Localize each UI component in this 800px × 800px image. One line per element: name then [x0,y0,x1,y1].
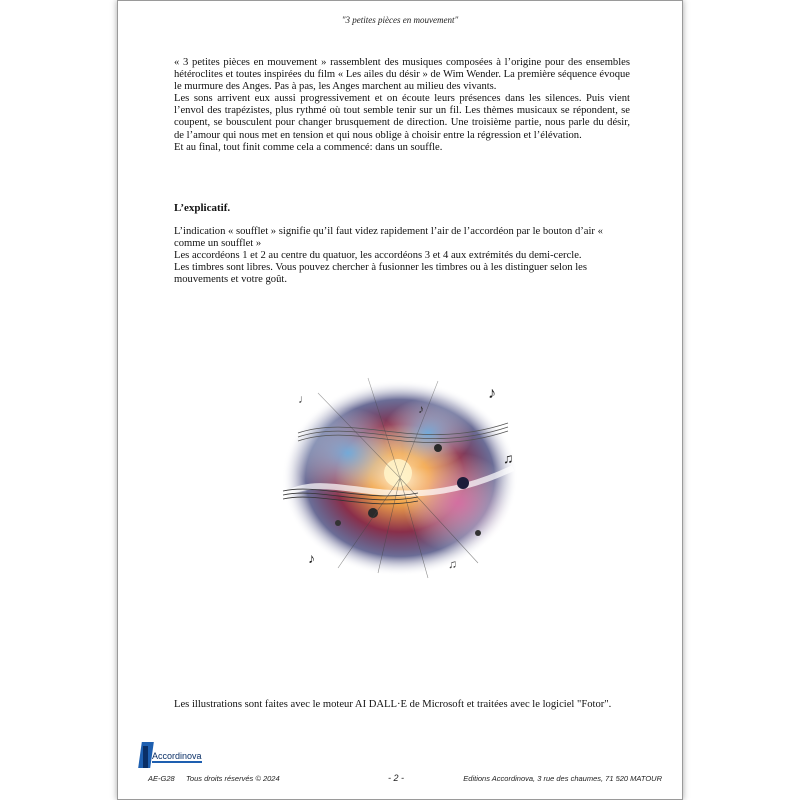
publisher-address: Editions Accordinova, 3 rue des chaumes, 71 520 MATOUR [463,774,662,783]
explain-paragraph: Les accordéons 1 et 2 au centre du quatuor, les accordéons 3 et 4 aux extrémités du demi-cercle. [174,250,582,262]
page-header: "3 petites pièces en mouvement" [341,15,459,25]
copyright-text: Tous droits réservés © 2024 [186,774,280,783]
svg-text:♪: ♪ [308,552,315,567]
catalog-code: AE-G28 [148,774,175,783]
intro-text [174,57,630,154]
music-explosion-illustration [278,373,523,583]
svg-text:♫: ♫ [503,452,514,467]
svg-text:♪: ♪ [488,385,496,402]
logo-text: Accordinova [152,751,202,761]
intro-paragraph: « 3 petites pièces en mouvement » rassemblent des musiques composées à l’origine pour des ensembles hétéroclites et toutes inspirées du film « Les ailes du désir » de Wim Wender. La première séquence évoque le murmure des Anges. Pas à pas, les Anges marchent au milieu des vivants. [174,57,630,93]
explain-text [174,226,630,286]
svg-text:♩: ♩ [298,392,310,406]
explain-paragraph: L’indication « soufflet » signifie qu’il faut videz rapidement l’air de l’accordéon par le bouton d’air « comme un soufflet » [174,226,603,250]
illustration-credits: Les illustrations sont faites avec le moteur AI DALL·E de Microsoft et traitées avec le logiciel "Fotor". [174,699,612,710]
page-footer [142,751,662,791]
svg-text:♫: ♫ [448,557,457,571]
svg-text:♪: ♪ [418,402,424,416]
logo-bar-shape [143,746,148,768]
page-number: - 2 - [388,773,405,783]
explain-paragraph: Les timbres sont libres. Vous pouvez chercher à fusionner les timbres ou à les distinguer selon les mouvements et votre goût. [174,262,587,286]
section-heading: L’explicatif. [174,202,231,214]
intro-paragraph: Et au final, tout finit comme cela a commencé: dans un souffle. [174,141,443,153]
accordinova-logo [140,740,220,770]
intro-paragraph: Les sons arrivent eux aussi progressivement et on écoute leurs présences dans les silences. Puis vient l’envol des trapézistes, plus rythmé où tout semble tenir sur un fil. Les thèmes musicaux se répondent, se coupent, se bousculent pour changer brusquement de direction. Une troisième partie, nous parle du désir, de l’amour qui nous met en tension et qui nous oblige à choisir entre la régression et l’élévation. [174,93,630,141]
document-page [117,0,683,800]
